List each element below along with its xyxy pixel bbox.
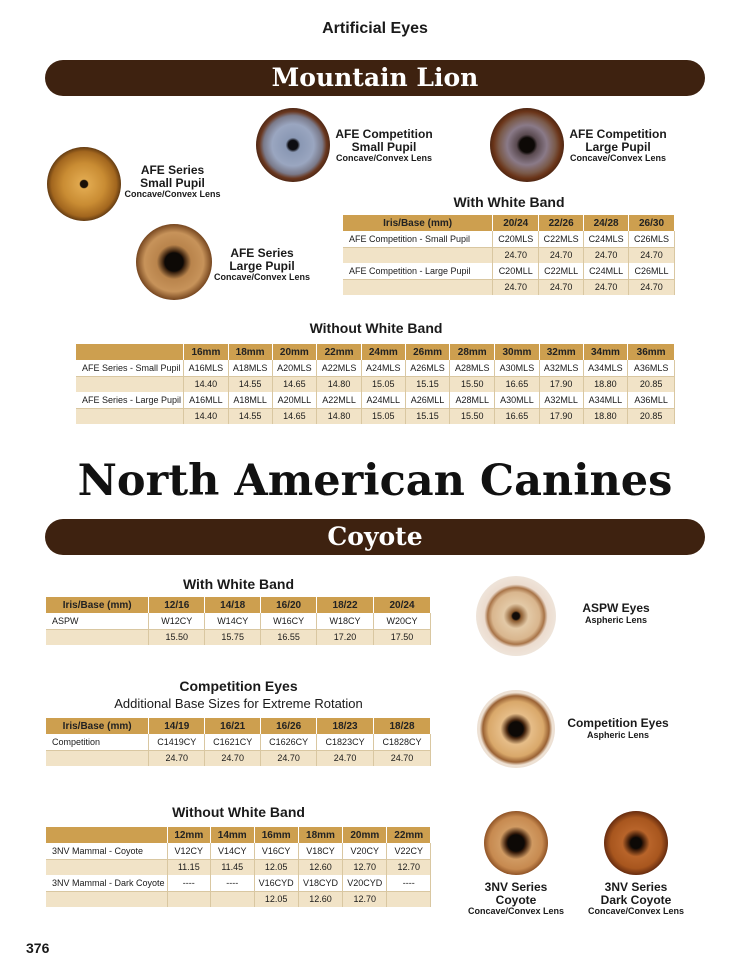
coyote-with-band-table	[46, 597, 431, 645]
table-cell: C22MLL	[539, 263, 584, 279]
table-cell: 15.05	[361, 376, 405, 392]
table-cell: 15.05	[361, 408, 405, 424]
afe-large-line2: Large Pupil	[229, 258, 295, 273]
3nv-coyote-label	[462, 881, 570, 917]
table-cell: 14.80	[317, 376, 362, 392]
table-cell: 18.80	[583, 376, 628, 392]
table-header-cell: Iris/Base (mm)	[343, 215, 493, 231]
3nv-dark-coyote-eye-image	[604, 811, 668, 875]
comp-large-line3: Concave/Convex Lens	[569, 153, 667, 164]
table-cell: 17.90	[539, 408, 583, 424]
table-cell: 15.50	[450, 376, 495, 392]
table-header-cell: 12mm	[167, 827, 210, 843]
table-cell: 24.70	[149, 750, 205, 766]
north-american-canines-title: North American Canines	[77, 456, 673, 506]
table-cell: 16.55	[261, 629, 317, 645]
table-header-cell: 34mm	[583, 344, 628, 360]
table-header-row	[76, 344, 675, 360]
afe-small-line1: AFE Series	[140, 163, 205, 177]
table-cell: A24MLL	[361, 392, 405, 408]
table-cell: A28MLL	[450, 392, 495, 408]
3nv-coyote-eye-image	[484, 811, 548, 875]
table-cell: V12CY	[167, 843, 210, 859]
table-cell: 16.65	[495, 376, 540, 392]
table-cell: 14.65	[272, 376, 317, 392]
table-cell: W16CY	[261, 613, 317, 629]
table-cell: 14.40	[184, 376, 229, 392]
table-cell: C1823CY	[317, 734, 374, 750]
table-header-cell: 20mm	[343, 827, 387, 843]
table-header-cell: 22/26	[539, 215, 584, 231]
table-row	[76, 376, 675, 392]
row-label-cell	[76, 408, 184, 424]
table-cell: 24.70	[205, 750, 261, 766]
table-cell: V14CY	[211, 843, 254, 859]
table-row	[343, 247, 675, 263]
coyote-without-band-table	[46, 827, 431, 907]
table-cell: A18MLS	[228, 360, 272, 376]
table-header-cell: 18mm	[228, 344, 272, 360]
table-header-cell: 24/28	[584, 215, 629, 231]
table-cell: C1828CY	[374, 734, 431, 750]
table-header-cell: 16mm	[254, 827, 298, 843]
table-cell: 15.15	[405, 408, 450, 424]
table-cell: C20MLL	[493, 263, 539, 279]
table-cell: 14.80	[317, 408, 362, 424]
table-row	[343, 263, 675, 279]
coyote-without-band-title: Without White Band	[172, 804, 305, 820]
afe-large-pupil-eye-image	[136, 224, 212, 300]
nv-dark-line1: 3NV Series	[604, 880, 668, 894]
table-header-cell: 16/21	[205, 718, 261, 734]
competition-eyes-label	[566, 717, 670, 740]
afe-small-pupil-eye-image	[47, 147, 121, 221]
table-header-cell: 30mm	[495, 344, 540, 360]
table-header-cell	[46, 827, 167, 843]
table-row	[343, 231, 675, 247]
table-header-cell: 36mm	[628, 344, 675, 360]
page-header: Artificial Eyes	[322, 20, 428, 37]
table-row	[46, 613, 431, 629]
table-cell: 15.50	[149, 629, 205, 645]
afe-large-line3: Concave/Convex Lens	[213, 272, 311, 283]
row-label-cell	[46, 750, 149, 766]
table-header-cell: 20mm	[272, 344, 317, 360]
table-cell: A34MLS	[583, 360, 628, 376]
table-cell: 17.20	[317, 629, 374, 645]
table-header-cell: 16mm	[184, 344, 229, 360]
table-header-cell: 22mm	[387, 827, 431, 843]
table-cell: 11.15	[167, 859, 210, 875]
table-cell: 12.70	[387, 859, 431, 875]
nv-coyote-line2: Coyote	[495, 892, 537, 907]
table-header-row	[46, 827, 431, 843]
table-cell: C1626CY	[261, 734, 317, 750]
competition-line1: Competition Eyes	[567, 716, 669, 730]
table-cell: 24.70	[629, 279, 675, 295]
table-cell: 24.70	[584, 279, 629, 295]
table-cell: A30MLS	[495, 360, 540, 376]
table-cell: C1419CY	[149, 734, 205, 750]
table-cell: C1621CY	[205, 734, 261, 750]
table-cell: W12CY	[149, 613, 205, 629]
table-header-row	[343, 215, 675, 231]
table-header-cell	[76, 344, 184, 360]
table-header-cell: 26/30	[629, 215, 675, 231]
comp-large-line2: Large Pupil	[585, 139, 651, 154]
coyote-with-band-title: With White Band	[182, 576, 295, 592]
aspw-eye-image	[476, 576, 556, 656]
table-header-cell: Iris/Base (mm)	[46, 718, 149, 734]
table-cell: A24MLS	[361, 360, 405, 376]
table-cell: A20MLL	[272, 392, 317, 408]
table-row	[46, 750, 431, 766]
row-label-cell: ASPW	[46, 613, 149, 629]
table-cell: V20CYD	[343, 875, 387, 891]
table-row	[46, 891, 431, 907]
table-header-cell: 14/18	[205, 597, 261, 613]
table-row	[343, 279, 675, 295]
table-header-cell: 14/19	[149, 718, 205, 734]
table-cell	[211, 891, 254, 907]
table-cell: W14CY	[205, 613, 261, 629]
table-row	[46, 843, 431, 859]
table-cell: A34MLL	[583, 392, 628, 408]
table-cell: 24.70	[493, 247, 539, 263]
table-header-cell: 18/28	[374, 718, 431, 734]
table-cell: 24.70	[629, 247, 675, 263]
table-cell: ----	[387, 875, 431, 891]
table-cell: A20MLS	[272, 360, 317, 376]
table-row	[46, 875, 431, 891]
table-cell: V20CY	[343, 843, 387, 859]
afe-small-pupil-label	[120, 164, 225, 200]
table-cell: C26MLS	[629, 231, 675, 247]
aspw-line2: Aspheric Lens	[584, 614, 648, 625]
table-cell: C26MLL	[629, 263, 675, 279]
table-cell: 14.40	[184, 408, 229, 424]
row-label-cell: 3NV Mammal - Coyote	[46, 843, 167, 859]
table-cell: A32MLL	[539, 392, 583, 408]
table-cell: W18CY	[317, 613, 374, 629]
table-header-cell: Iris/Base (mm)	[46, 597, 149, 613]
comp-small-line3: Concave/Convex Lens	[335, 153, 433, 164]
table-header-cell: 12/16	[149, 597, 205, 613]
aspw-eyes-label	[570, 602, 662, 625]
afe-large-line1: AFE Series	[230, 246, 294, 260]
table-cell: A30MLL	[495, 392, 540, 408]
table-cell: C20MLS	[493, 231, 539, 247]
nv-dark-line2: Dark Coyote	[600, 892, 672, 907]
afe-competition-large-eye-image	[490, 108, 564, 182]
3nv-dark-coyote-label	[582, 881, 690, 917]
nv-coyote-line3: Concave/Convex Lens	[467, 906, 565, 917]
row-label-cell: AFE Series - Large Pupil	[76, 392, 184, 408]
competition-eye-image	[477, 690, 555, 768]
table-cell: C24MLS	[584, 231, 629, 247]
table-cell: A16MLL	[184, 392, 229, 408]
table-cell: A22MLL	[317, 392, 362, 408]
table-cell: 24.70	[261, 750, 317, 766]
row-label-cell	[76, 376, 184, 392]
table-header-row	[46, 597, 431, 613]
comp-small-line1: AFE Competition	[335, 127, 433, 141]
table-cell: V22CY	[387, 843, 431, 859]
table-row	[76, 408, 675, 424]
nv-coyote-line1: 3NV Series	[484, 880, 548, 894]
table-header-cell: 14mm	[211, 827, 254, 843]
comp-small-line2: Small Pupil	[351, 139, 417, 154]
table-cell: A36MLL	[628, 392, 675, 408]
row-label-cell: AFE Competition - Large Pupil	[343, 263, 493, 279]
competition-eyes-title: Competition Eyes	[179, 678, 298, 694]
table-cell: 14.55	[228, 376, 272, 392]
row-label-cell	[343, 247, 493, 263]
table-cell: 17.50	[374, 629, 431, 645]
table-cell: 16.65	[495, 408, 540, 424]
table-header-cell: 26mm	[405, 344, 450, 360]
afe-competition-small-eye-image	[256, 108, 330, 182]
table-cell: 18.80	[583, 408, 628, 424]
table-cell: A16MLS	[184, 360, 229, 376]
table-cell: A18MLL	[228, 392, 272, 408]
table-cell: 24.70	[374, 750, 431, 766]
afe-small-line3: Concave/Convex Lens	[124, 189, 221, 200]
afe-competition-large-label	[564, 128, 672, 164]
table-cell: V18CY	[298, 843, 342, 859]
table-cell: 15.50	[450, 408, 495, 424]
table-cell: 11.45	[211, 859, 254, 875]
row-label-cell	[46, 859, 167, 875]
table-row	[76, 360, 675, 376]
table-cell: 12.05	[254, 891, 298, 907]
afe-small-line2: Small Pupil	[140, 175, 205, 190]
table-cell: 24.70	[539, 279, 584, 295]
table-cell: 24.70	[493, 279, 539, 295]
ml-without-band-title: Without White Band	[309, 320, 443, 336]
nv-dark-line3: Concave/Convex Lens	[587, 906, 685, 917]
table-cell: C22MLS	[539, 231, 584, 247]
competition-eyes-subtitle: Additional Base Sizes for Extreme Rotation	[114, 696, 363, 711]
table-cell: V18CYD	[298, 875, 342, 891]
mountain-lion-banner: Mountain Lion	[45, 60, 705, 96]
table-header-cell: 32mm	[539, 344, 583, 360]
ml-with-band-title: With White Band	[453, 194, 565, 210]
table-cell: ----	[167, 875, 210, 891]
competition-eyes-table	[46, 718, 431, 766]
table-header-cell: 18/23	[317, 718, 374, 734]
table-row	[76, 392, 675, 408]
table-cell: 15.15	[405, 376, 450, 392]
table-row	[46, 629, 431, 645]
row-label-cell: 3NV Mammal - Dark Coyote	[46, 875, 167, 891]
table-header-cell: 18mm	[298, 827, 342, 843]
aspw-line1: ASPW Eyes	[582, 601, 650, 615]
table-header-cell: 22mm	[317, 344, 362, 360]
table-cell: W20CY	[374, 613, 431, 629]
table-cell: A36MLS	[628, 360, 675, 376]
table-cell: 17.90	[539, 376, 583, 392]
row-label-cell	[46, 629, 149, 645]
table-header-cell: 20/24	[374, 597, 431, 613]
table-cell: 12.60	[298, 891, 342, 907]
table-row	[46, 734, 431, 750]
table-cell: 24.70	[317, 750, 374, 766]
table-row	[46, 859, 431, 875]
table-header-cell: 24mm	[361, 344, 405, 360]
row-label-cell: AFE Competition - Small Pupil	[343, 231, 493, 247]
table-header-cell: 16/26	[261, 718, 317, 734]
table-header-cell: 20/24	[493, 215, 539, 231]
ml-with-band-table	[343, 215, 675, 295]
table-cell: A26MLS	[405, 360, 450, 376]
row-label-cell	[343, 279, 493, 295]
table-cell: 15.75	[205, 629, 261, 645]
table-cell: 12.05	[254, 859, 298, 875]
row-label-cell	[46, 891, 167, 907]
table-cell: 24.70	[584, 247, 629, 263]
table-header-cell: 18/22	[317, 597, 374, 613]
table-header-cell: 28mm	[450, 344, 495, 360]
table-cell	[167, 891, 210, 907]
table-cell	[387, 891, 431, 907]
table-cell: A22MLS	[317, 360, 362, 376]
table-cell: 12.70	[343, 859, 387, 875]
table-cell: 20.85	[628, 408, 675, 424]
table-cell: C24MLL	[584, 263, 629, 279]
coyote-banner: Coyote	[45, 519, 705, 555]
table-cell: V16CYD	[254, 875, 298, 891]
row-label-cell: Competition	[46, 734, 149, 750]
table-cell: 20.85	[628, 376, 675, 392]
table-cell: 12.70	[343, 891, 387, 907]
table-cell: 14.65	[272, 408, 317, 424]
table-cell: 24.70	[539, 247, 584, 263]
table-cell: A32MLS	[539, 360, 583, 376]
table-cell: ----	[211, 875, 254, 891]
table-header-row	[46, 718, 431, 734]
table-cell: A26MLL	[405, 392, 450, 408]
table-cell: A28MLS	[450, 360, 495, 376]
table-cell: V16CY	[254, 843, 298, 859]
row-label-cell: AFE Series - Small Pupil	[76, 360, 184, 376]
table-cell: 14.55	[228, 408, 272, 424]
table-cell: 12.60	[298, 859, 342, 875]
competition-line2: Aspheric Lens	[586, 729, 650, 740]
comp-large-line1: AFE Competition	[569, 127, 667, 141]
ml-without-band-table	[76, 344, 675, 424]
afe-large-pupil-label	[212, 247, 312, 283]
page-number: 376	[26, 940, 50, 956]
table-header-cell: 16/20	[261, 597, 317, 613]
afe-competition-small-label	[330, 128, 438, 164]
